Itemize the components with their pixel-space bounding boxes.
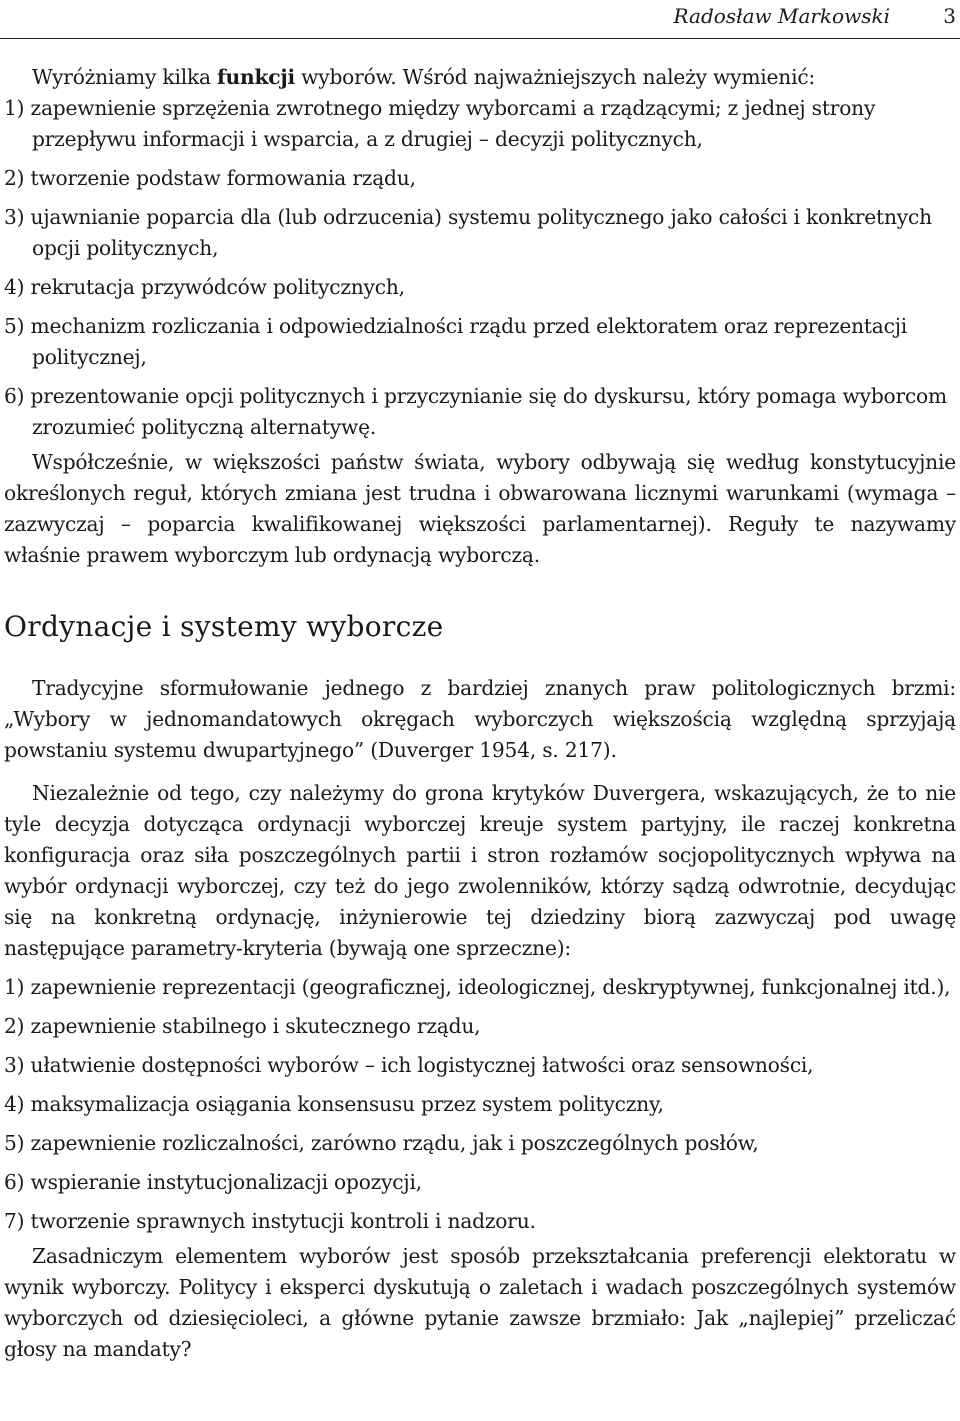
- section-heading: Ordynacje i systemy wyborcze: [4, 610, 444, 643]
- page-number: 3: [943, 4, 956, 28]
- list-item: 1) zapewnienie reprezentacji (geograficznej, ideologicznej, deskryptywnej, funkcjonalnej itd.),: [4, 975, 951, 999]
- list-item: 3) ułatwienie dostępności wyborów – ich logistycznej łatwości oraz sensowności,: [4, 1053, 814, 1077]
- intro-text-end: wyborów. Wśród najważniejszych należy wymienić:: [294, 65, 816, 89]
- running-head-author: Radosław Markowski: [673, 4, 890, 28]
- list-item: 1) zapewnienie sprzężenia zwrotnego między wyborcami a rządzącymi; z jednej strony przepływu informacji i wsparcia, a z drugiej – decyzji politycznych,: [4, 96, 876, 151]
- list-item: 2) tworzenie podstaw formowania rządu,: [4, 166, 416, 190]
- duverger-paragraph: Tradycyjne sformułowanie jednego z bardziej znanych praw politologicznych brzmi: „Wybory w jednomandatowych okręgach wyborczych większością względną sprzyjają powstaniu systemu dwupartyjnego” (Duverger 1954, s. 217).: [4, 676, 956, 762]
- list-item: 6) wspieranie instytucjonalizacji opozycji,: [4, 1170, 422, 1194]
- list-item: 5) zapewnienie rozliczalności, zarówno rządu, jak i poszczególnych posłów,: [4, 1131, 759, 1155]
- page-body: [4, 62, 956, 1365]
- criteria-list: [4, 972, 956, 1237]
- running-head: [0, 0, 960, 39]
- list-item: 2) zapewnienie stabilnego i skutecznego rządu,: [4, 1014, 481, 1038]
- functions-list: [4, 93, 956, 443]
- list-item: 4) rekrutacja przywódców politycznych,: [4, 275, 405, 299]
- intro-paragraph: [4, 62, 956, 93]
- engineers-paragraph: Niezależnie od tego, czy należymy do grona krytyków Duvergera, wskazujących, że to nie tyle decyzja dotycząca ordynacji wyborczej kreuje system partyjny, ile raczej konkretna konfiguracja oraz siła poszczególnych partii i stron rozłamów socjopolitycznych wpływa na wybór ordynacji wyborczej, czy też do jego zwolenników, którzy sądzą odwrotnie, decydując się na konkretną ordynację, inżynierowie tej dziedziny biorą zazwyczaj pod uwagę następujące parametry-kryteria (bywają one sprzeczne):: [4, 781, 956, 960]
- list-item: 3) ujawnianie poparcia dla (lub odrzucenia) systemu politycznego jako całości i konkretnych opcji politycznych,: [4, 205, 932, 260]
- list-item: 6) prezentowanie opcji politycznych i przyczynianie się do dyskursu, który pomaga wyborcom zrozumieć polityczną alternatywę.: [4, 384, 947, 439]
- list-item: 7) tworzenie sprawnych instytucji kontroli i nadzoru.: [4, 1209, 536, 1233]
- list-item: 5) mechanizm rozliczania i odpowiedzialności rządu przed elektoratem oraz reprezentacji politycznej,: [4, 314, 908, 369]
- final-paragraph: Zasadniczym elementem wyborów jest sposób przekształcania preferencji elektoratu w wynik wyborczy. Politycy i eksperci dyskutują o zaletach i wadach poszczególnych systemów wyborczych od dziesięcioleci, a główne pytanie zawsze brzmiało: Jak „najlepiej” przeliczać głosy na mandaty?: [4, 1244, 956, 1361]
- intro-text-start: Wyróżniamy kilka: [32, 65, 218, 89]
- intro-bold-term: funkcji: [217, 65, 295, 89]
- list-item: 4) maksymalizacja osiągania konsensusu przez system polityczny,: [4, 1092, 664, 1116]
- rules-paragraph: Współcześnie, w większości państw świata, wybory odbywają się według konstytucyjnie określonych reguł, których zmiana jest trudna i obwarowana licznymi warunkami (wymaga – zazwyczaj – poparcia kwalifikowanej większości parlamentarnej). Reguły te nazywamy właśnie prawem wyborczym lub ordynacją wyborczą.: [4, 450, 956, 567]
